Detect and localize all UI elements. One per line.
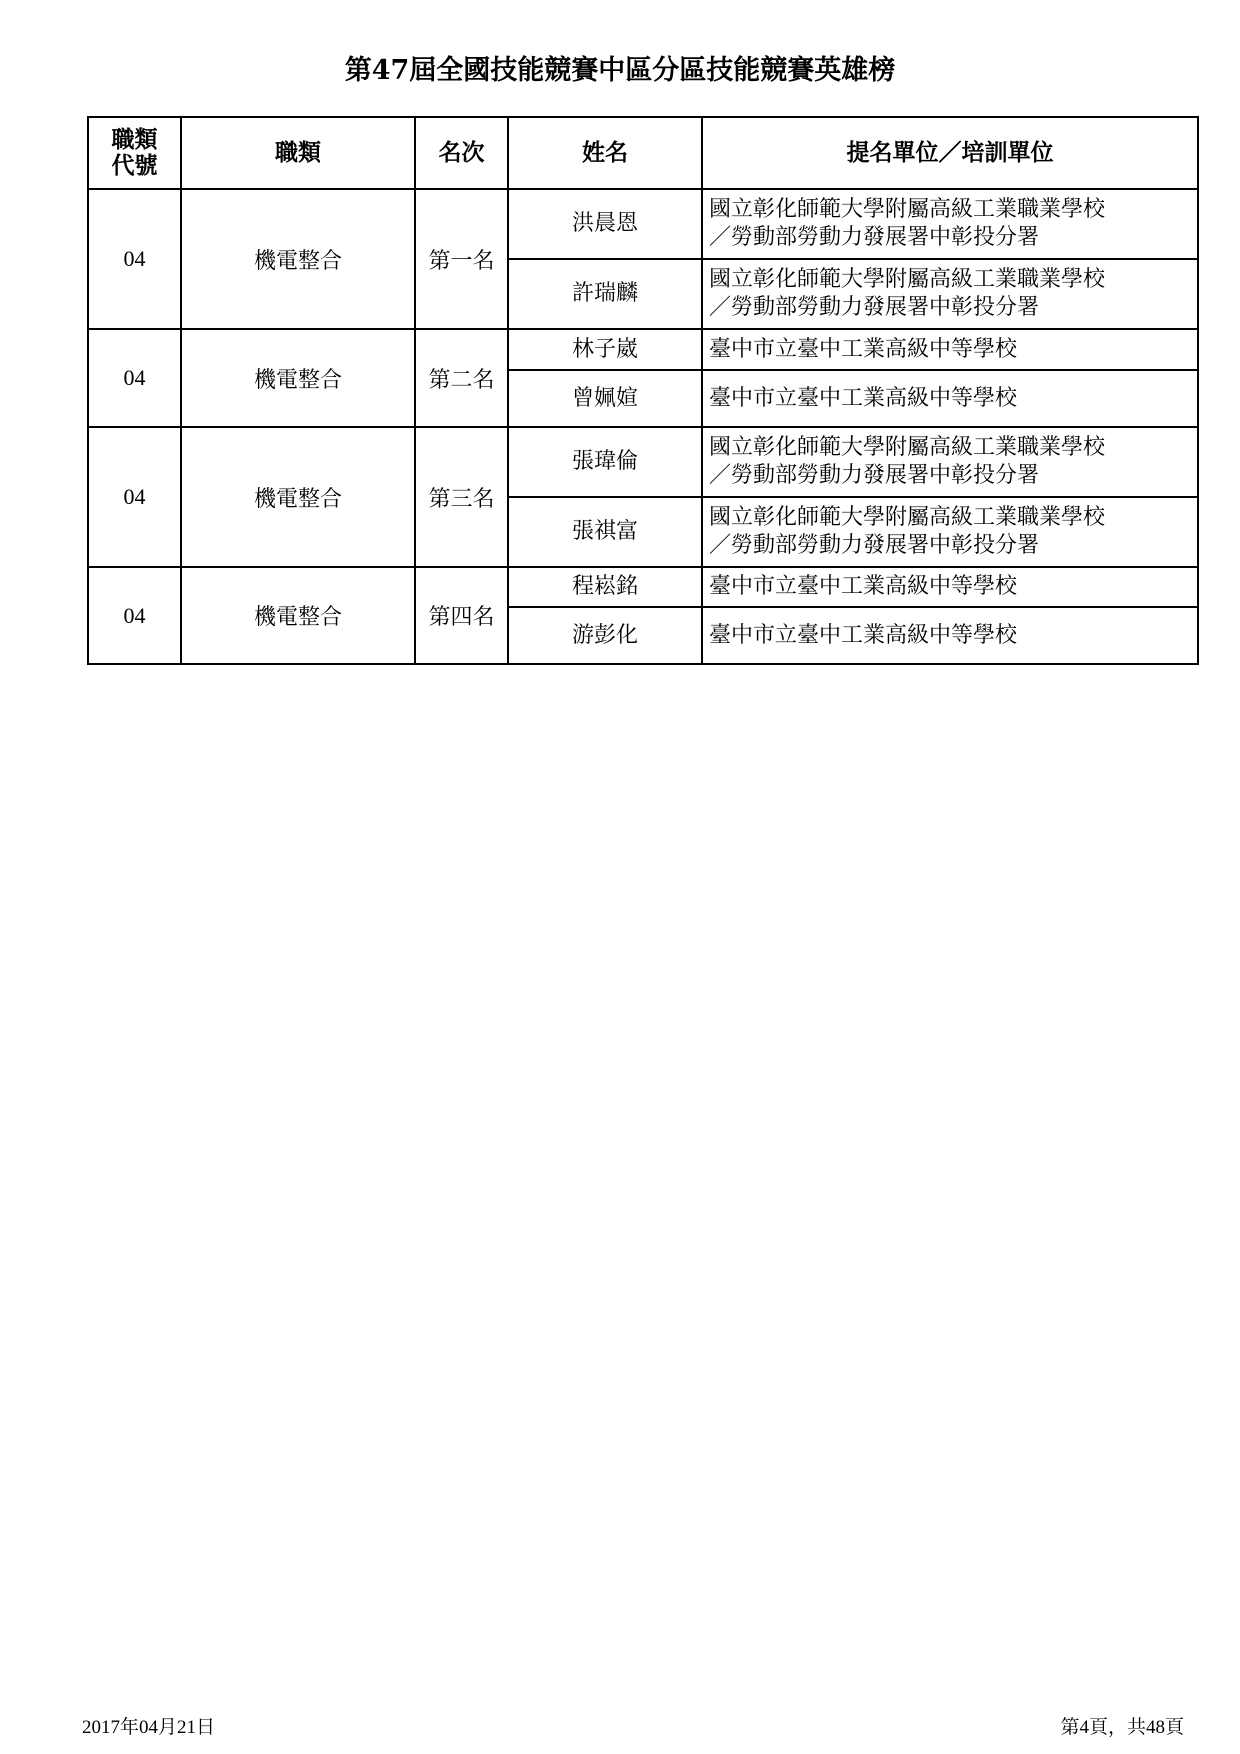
unit-cell: 臺中市立臺中工業高級中等學校 — [702, 370, 1198, 427]
trade-code-cell: 04 — [88, 329, 181, 427]
rank-cell: 第三名 — [415, 427, 508, 567]
rank-cell: 第一名 — [415, 189, 508, 329]
name-cell: 張瑋倫 — [508, 427, 702, 497]
unit-cell — [702, 259, 1198, 329]
name-cell: 游彭化 — [508, 607, 702, 664]
unit-line: ／勞動部勞動力發展署中彰投分署 — [709, 295, 1040, 320]
page-title: 第47屆全國技能競賽中區分區技能競賽英雄榜 — [344, 55, 896, 86]
footer-page-number: 第4頁，共48頁 — [1060, 1717, 1184, 1738]
unit-line: 國立彰化師範大學附屬高級工業職業學校 — [709, 267, 1106, 292]
name-cell: 許瑞麟 — [508, 259, 702, 329]
hero-list-table — [87, 116, 1199, 665]
unit-cell: 臺中市立臺中工業高級中等學校 — [702, 607, 1198, 664]
table-row — [88, 427, 1198, 497]
trade-code-cell: 04 — [88, 189, 181, 329]
header-code — [88, 117, 181, 189]
header-trade: 職類 — [181, 117, 415, 189]
table-row — [88, 567, 1198, 607]
trade-cell: 機電整合 — [181, 427, 415, 567]
unit-line: ／勞動部勞動力發展署中彰投分署 — [709, 225, 1040, 250]
header-rank: 名次 — [415, 117, 508, 189]
unit-cell: 臺中市立臺中工業高級中等學校 — [702, 329, 1198, 370]
trade-cell: 機電整合 — [181, 567, 415, 664]
header-code-line1: 職類 — [111, 126, 158, 153]
name-cell: 林子崴 — [508, 329, 702, 370]
unit-cell — [702, 427, 1198, 497]
trade-cell: 機電整合 — [181, 329, 415, 427]
unit-line: 國立彰化師範大學附屬高級工業職業學校 — [709, 505, 1106, 530]
header-name: 姓名 — [508, 117, 702, 189]
trade-code-cell: 04 — [88, 427, 181, 567]
footer-date: 2017年04月21日 — [82, 1717, 216, 1738]
rank-cell: 第二名 — [415, 329, 508, 427]
unit-line: ／勞動部勞動力發展署中彰投分署 — [709, 463, 1040, 488]
trade-cell: 機電整合 — [181, 189, 415, 329]
name-cell: 張祺富 — [508, 497, 702, 567]
header-row — [88, 117, 1198, 189]
rank-cell: 第四名 — [415, 567, 508, 664]
unit-cell: 臺中市立臺中工業高級中等學校 — [702, 567, 1198, 607]
unit-line: 國立彰化師範大學附屬高級工業職業學校 — [709, 435, 1106, 460]
header-code-line2: 代號 — [111, 152, 158, 179]
unit-cell — [702, 189, 1198, 259]
table-row — [88, 329, 1198, 370]
unit-line: 國立彰化師範大學附屬高級工業職業學校 — [709, 197, 1106, 222]
unit-line: ／勞動部勞動力發展署中彰投分署 — [709, 533, 1040, 558]
table-row — [88, 189, 1198, 259]
header-unit: 提名單位／培訓單位 — [702, 117, 1198, 189]
name-cell: 洪晨恩 — [508, 189, 702, 259]
name-cell: 程崧銘 — [508, 567, 702, 607]
unit-cell — [702, 497, 1198, 567]
trade-code-cell: 04 — [88, 567, 181, 664]
name-cell: 曾姵媗 — [508, 370, 702, 427]
